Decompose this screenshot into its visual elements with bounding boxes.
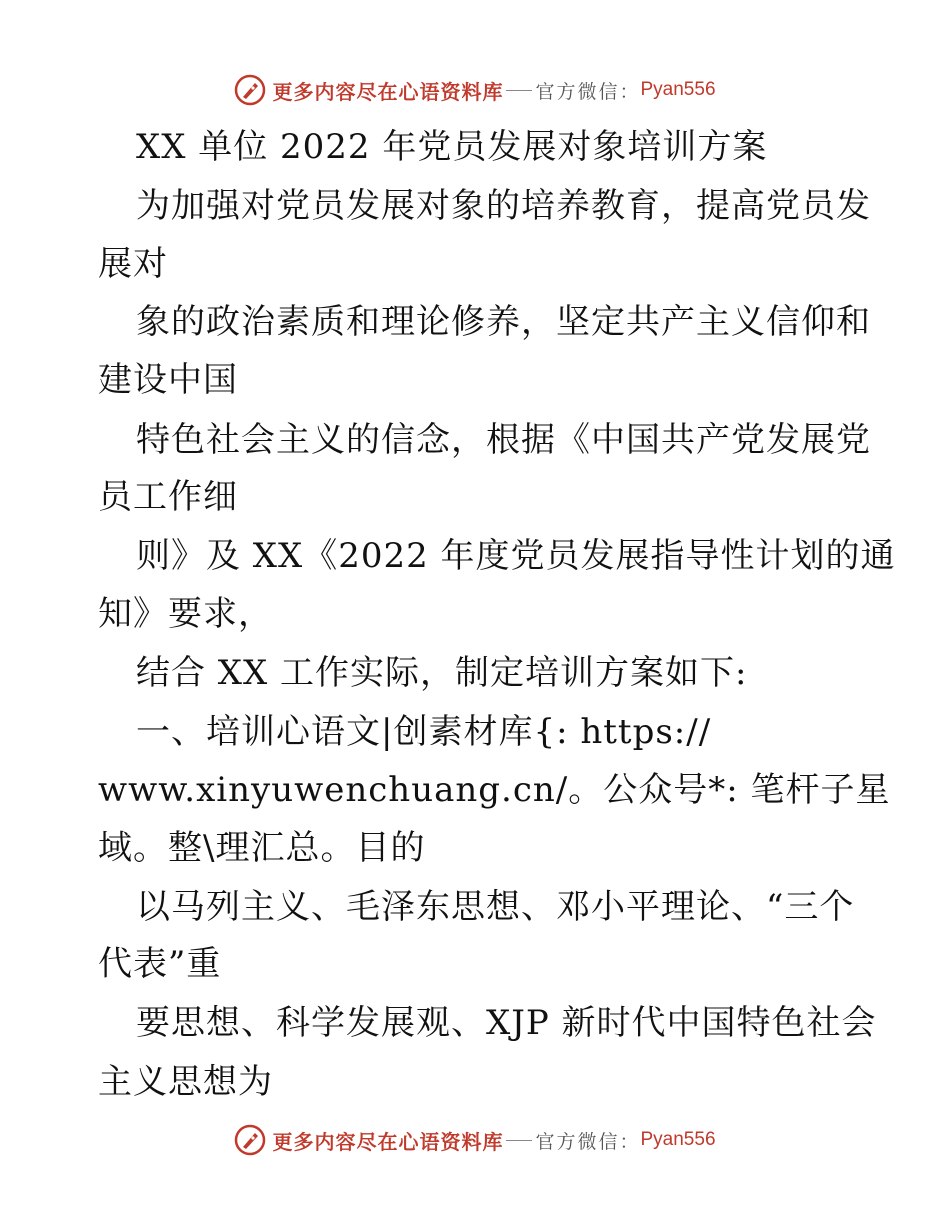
text-line: 则》及 XX《2022 年度党员发展指导性计划的通	[136, 536, 896, 576]
watermark-dash	[506, 1140, 532, 1141]
text-line: 要思想、科学发展观、XJP 新时代中国特色社会	[136, 1003, 877, 1043]
watermark-official-label: 官方微信：	[535, 1130, 641, 1153]
pen-logo-icon	[234, 74, 266, 106]
text-line: 结合 XX 工作实际，制定培训方案如下:	[136, 653, 748, 693]
watermark-official-label: 官方微信：	[535, 80, 641, 103]
text-line: 主义思想为	[98, 1062, 273, 1102]
document-title: XX 单位 2022 年党员发展对象培训方案	[136, 127, 768, 167]
text-line: 象的政治素质和理论修养，坚定共产主义信仰和	[136, 302, 871, 342]
section-heading: 一、培训心语文|创素材库{: https://	[136, 712, 712, 752]
text-line: 展对	[98, 244, 168, 284]
text-line: 代表”重	[98, 944, 222, 984]
watermark-title: 更多内容尽在心语资料库	[272, 79, 504, 104]
watermark-dash	[506, 90, 532, 91]
header-watermark	[0, 70, 950, 110]
text-line: 为加强对党员发展对象的培养教育，提高党员发	[136, 186, 871, 226]
text-line: 域。整\理汇总。目的	[98, 828, 426, 868]
text-line: 员工作细	[98, 477, 238, 517]
text-line: 建设中国	[98, 360, 238, 400]
watermark-wechat-id: Pyan556	[640, 79, 716, 100]
watermark-wechat-id: Pyan556	[640, 1129, 716, 1150]
text-line: 特色社会主义的信念，根据《中国共产党发展党	[136, 420, 871, 460]
footer-watermark	[0, 1120, 950, 1160]
watermark-title: 更多内容尽在心语资料库	[272, 1129, 504, 1154]
text-line: 知》要求，	[98, 594, 273, 634]
text-line: 以马列主义、毛泽东思想、邓小平理论、“三个	[136, 887, 855, 927]
text-line: www.xinyuwenchuang.cn/。公众号*: 笔杆子星	[98, 770, 891, 810]
pen-logo-icon	[234, 1124, 266, 1156]
